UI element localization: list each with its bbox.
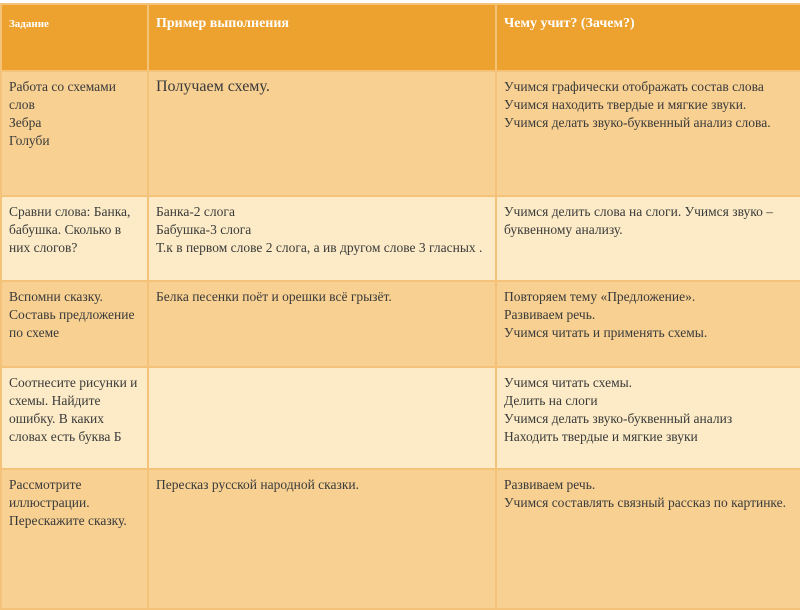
cell-purpose: Учимся делить слова на слоги. Учимся звуко – буквенному анализу. — [496, 196, 800, 281]
cell-example — [148, 367, 496, 469]
cell-example: Белка песенки поёт и орешки всё грызёт. — [148, 281, 496, 367]
header-example: Пример выполнения — [148, 4, 496, 71]
cell-purpose: Учимся графически отображать состав слова Учимся находить твердые и мягкие звуки. Учимся делать звуко-буквенный анализ слова. — [496, 71, 800, 196]
cell-purpose: Учимся читать схемы. Делить на слоги Учимся делать звуко-буквенный анализ Находить твердые и мягкие звуки — [496, 367, 800, 469]
table-row — [1, 469, 800, 609]
table-row — [1, 196, 800, 281]
lesson-table — [0, 3, 800, 610]
cell-purpose: Развиваем речь. Учимся составлять связный рассказ по картинке. — [496, 469, 800, 609]
cell-task: Вспомни сказку. Составь предложение по схеме — [1, 281, 148, 367]
cell-example: Пересказ русской народной сказки. — [148, 469, 496, 609]
cell-task: Работа со схемами слов Зебра Голуби — [1, 71, 148, 196]
cell-example: Получаем схему. — [148, 71, 496, 196]
cell-task: Соотнесите рисунки и схемы. Найдите ошибку. В каких словах есть буква Б — [1, 367, 148, 469]
cell-task: Рассмотрите иллюстрации. Перескажите сказку. — [1, 469, 148, 609]
table-row — [1, 71, 800, 196]
cell-task: Сравни слова: Банка, бабушка. Сколько в них слогов? — [1, 196, 148, 281]
table-row — [1, 281, 800, 367]
header-purpose: Чему учит? (Зачем?) — [496, 4, 800, 71]
cell-example: Банка-2 слога Бабушка-3 слога Т.к в первом слове 2 слога, а ив другом слове 3 гласных . — [148, 196, 496, 281]
table-row — [1, 367, 800, 469]
cell-purpose: Повторяем тему «Предложение». Развиваем речь. Учимся читать и применять схемы. — [496, 281, 800, 367]
header-task: Задание — [1, 4, 148, 71]
header-row — [1, 4, 800, 71]
